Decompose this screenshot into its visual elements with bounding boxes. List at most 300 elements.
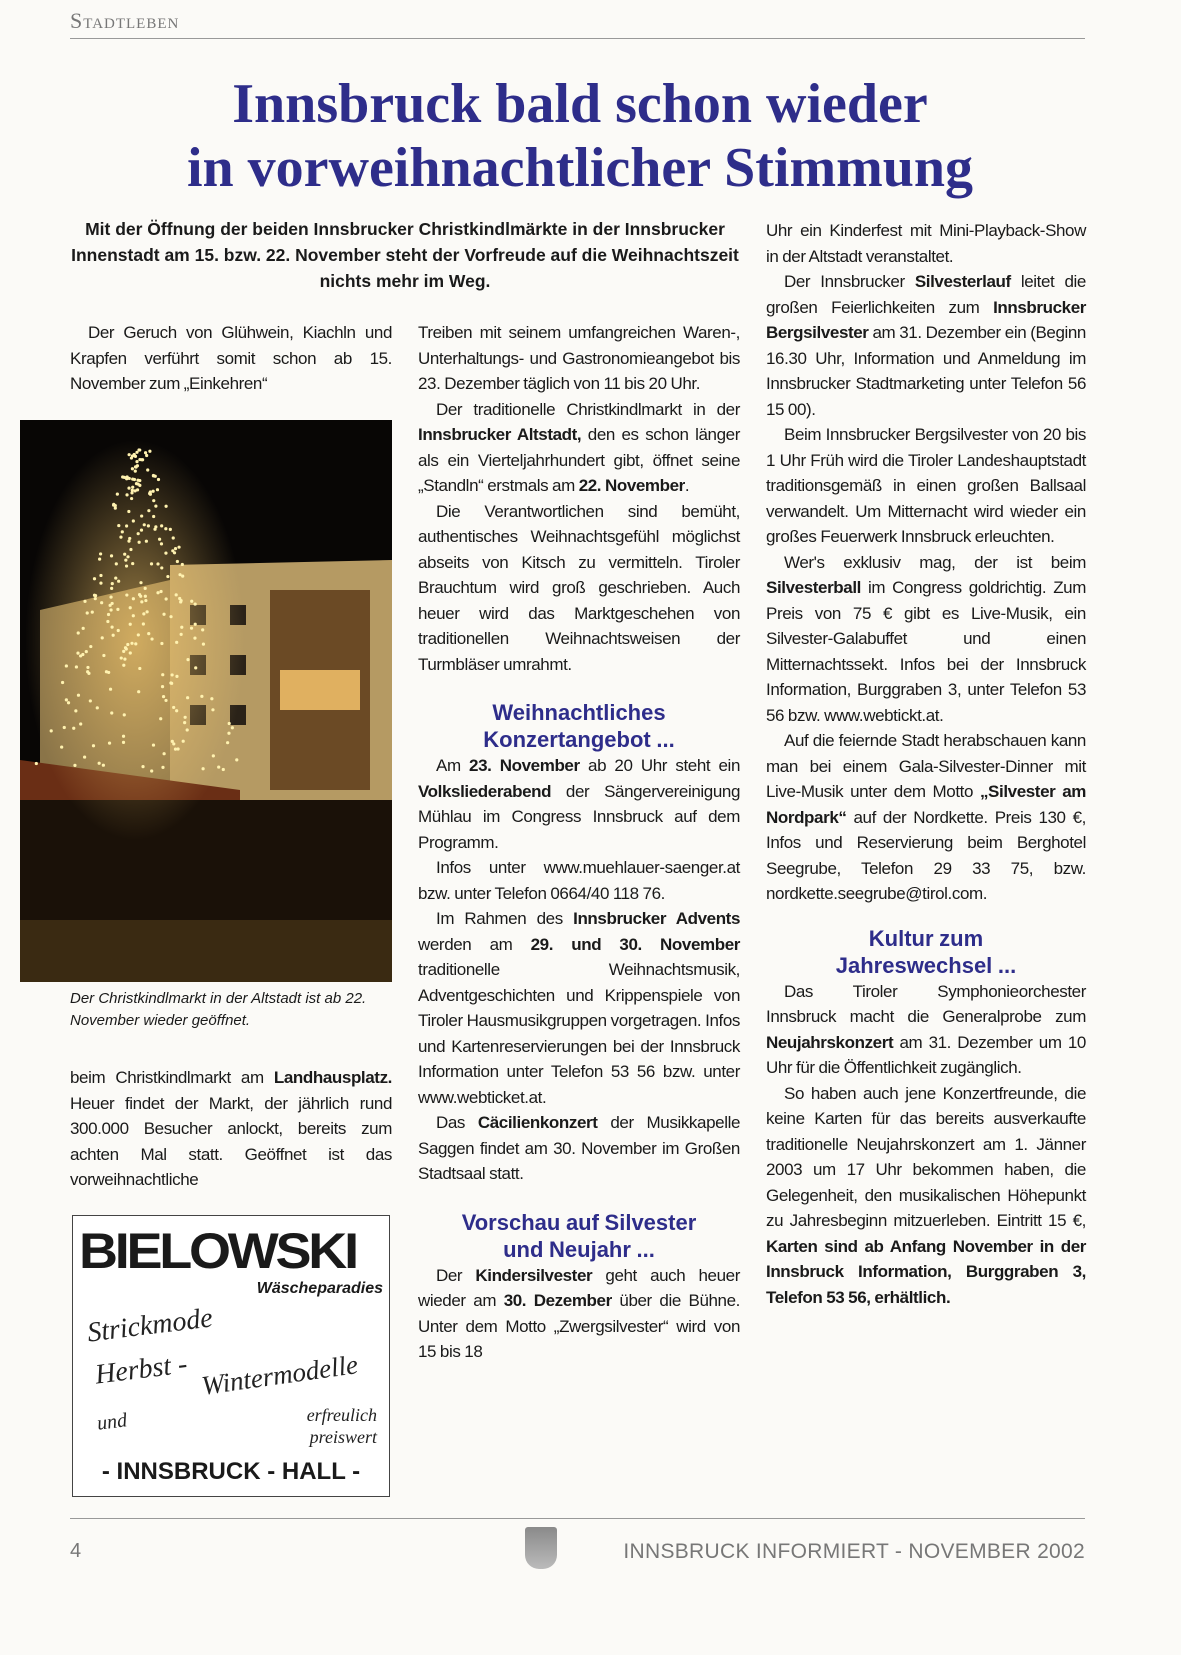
tree-light: [175, 709, 178, 712]
tree-light: [108, 742, 111, 745]
tree-light: [169, 528, 172, 531]
heading-konzertangebot: [418, 699, 740, 753]
tree-light: [92, 744, 95, 747]
paragraph: [766, 1081, 1086, 1311]
tree-light: [89, 645, 92, 648]
tree-light: [76, 652, 79, 655]
tree-light: [227, 732, 230, 735]
tree-light: [186, 696, 189, 699]
text-run: Am: [436, 756, 470, 775]
tree-light: [130, 642, 133, 645]
ad-brand-logo: BIELOWSKI: [79, 1222, 356, 1279]
tree-light: [161, 673, 164, 676]
text-run: Treiben mit seinem umfangreichen Waren-, Unterhaltungs- und Gastronomieangebot bis 23. Dezember täglich von 11 bis 20 Uhr.: [418, 323, 740, 393]
page-number: 4: [70, 1540, 82, 1562]
tree-light: [140, 600, 143, 603]
tree-light: [115, 562, 118, 565]
tree-light: [156, 562, 159, 565]
tree-light: [148, 492, 151, 495]
tree-light: [160, 642, 163, 645]
ad-subtitle: Wäscheparadies: [256, 1279, 383, 1297]
text-run: .: [684, 476, 690, 495]
tree-light: [129, 651, 132, 654]
tree-light: [134, 470, 137, 473]
tree-light: [63, 726, 66, 729]
text-run: Beim Innsbrucker Bergsilvester von 20 bis 1 Uhr Früh wird die Tiroler Landeshauptstadt traditionsgemäß in einen großen Ballsaal verwandelt. Um Mitternacht wird wieder ein großes Feuerwerk Innsbruck erleuchten.: [766, 425, 1086, 546]
footer-rule: [70, 1518, 1085, 1519]
paragraph: [70, 1065, 392, 1193]
tree-light: [81, 653, 84, 656]
tree-light: [123, 657, 126, 660]
tree-light: [87, 672, 90, 675]
tree-light: [150, 562, 153, 565]
tree-light: [85, 650, 88, 653]
tree-light: [177, 546, 180, 549]
tree-light: [174, 547, 177, 550]
tree-light: [158, 538, 161, 541]
tree-light: [110, 587, 113, 590]
tree-light: [137, 482, 140, 485]
heading-line: und Neujahr ...: [503, 1236, 655, 1262]
heading-silvester: [418, 1209, 740, 1263]
tree-light: [128, 537, 131, 540]
tree-light: [137, 633, 140, 636]
tree-light: [132, 614, 135, 617]
text-run: Der traditionelle Christkindlmarkt in der: [436, 399, 740, 419]
tree-light: [163, 752, 166, 755]
tree-light: [116, 608, 119, 611]
tree-light: [190, 600, 193, 603]
tree-light: [137, 690, 140, 693]
tree-light: [99, 582, 102, 585]
column-2-middle: [418, 753, 740, 1187]
tree-light: [126, 475, 129, 478]
tree-light: [193, 637, 196, 640]
tree-light: [102, 654, 105, 657]
tree-light: [129, 606, 132, 609]
ad-location: - INNSBRUCK - HALL -: [101, 1457, 361, 1485]
tree-light: [132, 519, 135, 522]
tree-light: [102, 764, 105, 767]
bold-text: 23. November: [469, 756, 580, 775]
tree-light: [93, 577, 96, 580]
tree-light: [172, 706, 175, 709]
tree-light: [175, 641, 178, 644]
text-run: der Musikkapelle Saggen findet am 30. November im Großen Stadtsaal statt.: [418, 1113, 740, 1183]
tree-light: [186, 658, 189, 661]
paragraph: [766, 728, 1086, 907]
tree-light: [160, 524, 163, 527]
tree-light: [143, 523, 146, 526]
tree-light: [117, 629, 120, 632]
column-1-bottom: [70, 1065, 392, 1497]
tree-light: [164, 505, 167, 508]
tree-light: [86, 611, 89, 614]
column-2-top: [418, 320, 740, 677]
tree-light: [109, 688, 112, 691]
tree-light: [171, 740, 174, 743]
tree-light: [182, 740, 185, 743]
tree-light: [114, 576, 117, 579]
tree-light: [125, 524, 128, 527]
tree-light: [132, 597, 135, 600]
heading-line: Kultur zum: [868, 925, 984, 951]
paragraph: [418, 397, 740, 499]
tree-light: [160, 542, 163, 545]
tree-light: [110, 711, 113, 714]
tree-light: [147, 524, 150, 527]
tree-light: [98, 762, 101, 765]
tree-light: [126, 555, 129, 558]
tree-light: [60, 745, 63, 748]
tree-light: [164, 551, 167, 554]
tree-light: [86, 666, 89, 669]
text-run: über die Bühne. Unter dem Motto „Zwergsilvester“ wird von 15 bis 18: [418, 1291, 740, 1361]
tree-light: [112, 504, 115, 507]
tree-light: [171, 673, 174, 676]
tree-light: [138, 667, 141, 670]
tree-light: [134, 642, 137, 645]
tree-light: [117, 580, 120, 583]
column-3-top: [766, 218, 1086, 907]
text-run: Die Verantwortlichen sind bemüht, authentisches Weihnachtsgefühl möglichst abseits von Kitsch zu vermitteln. Tiroler Brauchtum wird groß geschrieben. Auch heuer wird das Marktgeschehen von traditionellen Weihnachtsweisen der Turmbläser umrahmt.: [418, 501, 740, 674]
text-run: den es schon länger als ein Vierteljahrhundert gibt, öffnet seine „Standln“ erstmals am: [418, 425, 740, 495]
header-rule: [70, 38, 1085, 39]
tree-light: [96, 706, 99, 709]
tree-light: [140, 458, 143, 461]
tree-light: [139, 581, 142, 584]
bold-text: Innsbrucker Altstadt,: [418, 425, 582, 444]
tree-light: [134, 465, 137, 468]
text-run: So haben auch jene Konzertfreunde, die keine Karten für das bereits ausverkaufte traditionelle Neujahrskonzert am 1. Jänner 2003 um 17 Uhr bekommen haben, die Gelegenheit, den musikalischen Höhepunkt zu Jahresbeginn mitzuerleben. Eintritt 15 €,: [766, 1083, 1086, 1230]
tree-light: [212, 754, 215, 757]
ad-script: Wintermodelle: [199, 1348, 360, 1401]
tree-light: [131, 467, 134, 470]
tree-light: [202, 767, 205, 770]
tree-light: [83, 755, 86, 758]
article-lead: Mit der Öffnung der beiden Innsbrucker Christkindlmärkte in der Innsbrucker Innenstadt am 15. bzw. 22. November steht der Vorfreude auf die Weihnachtszeit nichts mehr im Weg.: [71, 219, 739, 291]
tree-light: [83, 600, 86, 603]
tree-light: [65, 664, 68, 667]
tree-light: [161, 685, 164, 688]
tree-light: [117, 524, 120, 527]
tree-light: [110, 626, 113, 629]
tree-light: [150, 769, 153, 772]
text-run: geht auch heuer wieder am: [418, 1265, 740, 1310]
tree-light: [120, 656, 123, 659]
bold-text: 30. Dezember: [503, 1291, 612, 1310]
tree-light: [109, 608, 112, 611]
paragraph: [418, 753, 740, 855]
paragraph: [766, 218, 1086, 269]
tree-light: [61, 681, 64, 684]
tree-light: [124, 646, 127, 649]
tree-light: [190, 627, 193, 630]
tree-light: [109, 595, 112, 598]
tree-light: [127, 540, 130, 543]
tree-light: [131, 486, 134, 489]
tree-light: [67, 701, 70, 704]
tree-light: [217, 765, 220, 768]
tree-light: [145, 454, 148, 457]
column-2-bottom: [418, 1263, 740, 1365]
tree-light: [98, 557, 101, 560]
tree-light: [172, 536, 175, 539]
publication-footer: INNSBRUCK INFORMIERT - NOVEMBER 2002: [623, 1540, 1085, 1563]
tree-light: [152, 499, 155, 502]
column-3: [766, 218, 1086, 1310]
tree-light: [211, 708, 214, 711]
tree-light: [127, 510, 130, 513]
tree-light: [148, 450, 151, 453]
tree-light: [202, 643, 205, 646]
tree-light: [145, 540, 148, 543]
bold-text: Silvesterlauf: [914, 272, 1011, 291]
tree-light: [127, 487, 130, 490]
christkindlmarkt-photo: [20, 420, 392, 982]
tree-light: [140, 528, 143, 531]
paragraph: [418, 320, 740, 397]
tree-light: [156, 488, 159, 491]
text-run: werden am: [418, 934, 531, 954]
tree-light: [152, 743, 155, 746]
column-1-bottom-text: [70, 1065, 392, 1193]
text-run: Das: [436, 1113, 478, 1132]
bold-text: Silvesterball: [766, 578, 861, 597]
bold-text: Innsbrucker Advents: [573, 909, 740, 928]
text-run: Wer's exklusiv mag, der ist beim: [784, 552, 1086, 572]
tree-light: [164, 527, 167, 530]
paragraph: [418, 499, 740, 678]
tree-light: [123, 553, 126, 556]
title-line: Innsbruck bald schon wieder: [232, 73, 928, 135]
tree-light: [173, 551, 176, 554]
tree-light: [228, 722, 231, 725]
text-run: Heuer findet der Markt, der jährlich rund 300.000 Besucher anlockt, bereits zum achten Mal statt. Geöffnet ist das vorweihnachtliche: [70, 1093, 392, 1189]
tree-light: [94, 594, 97, 597]
tree-light: [201, 628, 204, 631]
tree-light: [111, 582, 114, 585]
bold-text: 29. und 30. November: [530, 934, 740, 954]
heading-line: Jahreswechsel ...: [835, 952, 1017, 978]
tree-light: [175, 593, 178, 596]
ad-script: und: [95, 1408, 129, 1435]
tree-light: [99, 574, 102, 577]
heading-line: Weihnachtliches: [492, 700, 666, 725]
tree-light: [142, 622, 145, 625]
tree-light: [119, 536, 122, 539]
tree-light: [183, 721, 186, 724]
tree-light: [159, 717, 162, 720]
tree-light: [131, 454, 134, 457]
tree-light: [178, 597, 181, 600]
bold-text: Karten sind ab Anfang November in der Innsbruck Information, Burggraben 3, Telefon 53 56, erhältlich.: [766, 1236, 1086, 1307]
tree-light: [147, 509, 150, 512]
tree-light: [159, 590, 162, 593]
paragraph: [70, 320, 392, 397]
tree-light: [100, 601, 103, 604]
heading-line: Vorschau auf Silvester: [461, 1209, 697, 1235]
tree-light: [126, 643, 129, 646]
tree-light: [144, 595, 147, 598]
bold-text: Landhausplatz.: [273, 1068, 392, 1087]
paragraph: [766, 422, 1086, 550]
photo-caption: Der Christkindlmarkt in der Altstadt ist ab 22. November wieder geöffnet.: [70, 990, 367, 1029]
bold-text: 22. November: [578, 476, 685, 495]
text-run: Der: [436, 1265, 476, 1285]
tree-light: [154, 505, 157, 508]
tree-light: [186, 728, 189, 731]
tree-light: [131, 562, 134, 565]
tree-light: [175, 675, 178, 678]
tree-light: [107, 613, 110, 616]
tree-light: [144, 451, 147, 454]
tree-light: [162, 613, 165, 616]
tree-light: [138, 593, 141, 596]
text-run: im Congress goldrichtig. Zum Preis von 75 € gibt es Live-Musik, ein Silvester-Galabuffet und einen Mitternachtssekt. Infos bei der Innsbruck Information, Burggraben 3, unter Telefon 53 56 bzw. www.webtickt.at.: [766, 578, 1086, 725]
tree-light: [122, 735, 125, 738]
paragraph: [418, 906, 740, 1110]
tree-light: [116, 493, 119, 496]
paragraph: [418, 1110, 740, 1187]
tree-light: [137, 532, 140, 535]
tree-light: [152, 515, 155, 518]
paragraph: [418, 1263, 740, 1365]
tree-light: [101, 636, 104, 639]
paragraph: [766, 269, 1086, 422]
tree-light: [178, 573, 181, 576]
tree-light: [138, 479, 141, 482]
text-run: Der Innsbrucker: [784, 272, 915, 291]
tree-light: [135, 460, 138, 463]
article-title: [60, 72, 1100, 200]
heading-kultur: [766, 925, 1086, 979]
title-line: in vorweihnachtlicher Stimmung: [186, 137, 974, 199]
tree-light: [77, 631, 80, 634]
tree-light: [210, 697, 213, 700]
tree-light: [179, 600, 182, 603]
tree-light: [72, 727, 75, 730]
ad-script: erfreulich: [306, 1404, 377, 1425]
tree-light: [128, 453, 131, 456]
paragraph: [418, 855, 740, 906]
tree-light: [147, 632, 150, 635]
bielowski-advertisement[interactable]: [72, 1215, 390, 1497]
tree-light: [50, 729, 53, 732]
bold-text: „Silvester am Nordpark“: [766, 782, 1086, 827]
text-run: Der Geruch von Glühwein, Kiachln und Krapfen verführt somit schon ab 15. November zum „Einkehren“: [70, 323, 392, 393]
tree-light: [91, 611, 94, 614]
tree-light: [162, 695, 165, 698]
bold-text: Volksliederabend: [418, 781, 552, 801]
tree-light: [75, 665, 78, 668]
tree-light: [122, 650, 125, 653]
tree-light: [165, 597, 168, 600]
tree-light: [79, 722, 82, 725]
text-run: traditionelle Weihnachtsmusik, Adventgeschichten und Krippenspiele von Tiroler Hausmusikgruppen vorgetragen. Infos und Kartenreservierungen bei der Innsbruck Information unter Telefon 53 56 bzw. unter www.webticket.at.: [418, 960, 740, 1107]
tree-light: [140, 514, 143, 517]
bold-text: Kindersilvester: [475, 1265, 593, 1285]
text-run: am 31. Dezember ein (Beginn 16.30 Uhr, Information und Anmeldung im Innsbrucker Stadtmarketing unter Telefon 56 15 00).: [766, 323, 1086, 419]
text-run: der Sängervereinigung Mühlau im Congress Innsbruck auf dem Programm.: [418, 781, 740, 852]
text-run: Uhr ein Kinderfest mit Mini-Playback-Show in der Altstadt veranstaltet.: [766, 221, 1086, 266]
tree-light: [194, 623, 197, 626]
text-run: auf der Nordkette. Preis 130 €, Infos und Reservierung beim Berghotel Seegrube, Telefon 29 33 75, bzw. nordkette.seegrube@tirol.com.: [766, 807, 1086, 903]
tree-light: [125, 564, 128, 567]
tree-light: [125, 593, 128, 596]
text-run: Infos unter www.muehlauer-saenger.at bzw. unter Telefon 0664/40 118 76.: [418, 858, 740, 903]
column-1-top: [70, 320, 392, 397]
tree-light: [137, 448, 140, 451]
tree-light: [125, 493, 128, 496]
tree-light: [35, 762, 38, 765]
tree-light: [169, 681, 172, 684]
tree-light: [124, 558, 127, 561]
tree-light: [89, 699, 92, 702]
tree-light: [144, 599, 147, 602]
bold-text: Neujahrskonzert: [766, 1032, 894, 1052]
tree-light: [164, 699, 167, 702]
ad-script: preiswert: [309, 1426, 377, 1447]
bold-text: Cäcilienkonzert: [477, 1113, 598, 1132]
tree-light: [130, 491, 133, 494]
tree-light: [160, 566, 163, 569]
paragraph: [766, 979, 1086, 1081]
tree-light: [106, 620, 109, 623]
tree-light: [142, 612, 145, 615]
tree-light: [194, 602, 197, 605]
tree-light: [180, 633, 183, 636]
tree-light: [176, 747, 179, 750]
tree-light: [144, 587, 147, 590]
text-run: Im Rahmen des: [436, 909, 574, 928]
tree-light: [235, 758, 238, 761]
tree-light: [107, 671, 110, 674]
text-run: am 31. Dezember um 10 Uhr für die Öffentlichkeit zugänglich.: [766, 1032, 1086, 1077]
tree-light: [77, 694, 80, 697]
tree-light: [112, 634, 115, 637]
tree-light: [130, 497, 133, 500]
tree-light: [176, 560, 179, 563]
tree-light: [111, 602, 114, 605]
ad-script: Herbst -: [93, 1347, 190, 1391]
tree-light: [161, 766, 164, 769]
tree-light: [200, 695, 203, 698]
tree-light: [138, 541, 141, 544]
tree-light: [122, 664, 125, 667]
tree-light: [156, 591, 159, 594]
tree-light: [146, 610, 149, 613]
column-3-bottom: [766, 979, 1086, 1311]
text-run: beim Christkindlmarkt am: [70, 1068, 274, 1087]
city-coat-of-arms-icon: [525, 1527, 557, 1569]
ad-script: Strickmode: [85, 1301, 215, 1349]
text-run: ab 20 Uhr steht ein: [579, 756, 740, 775]
tree-light: [74, 709, 77, 712]
tree-light: [194, 666, 197, 669]
tree-light: [150, 637, 153, 640]
tree-light: [146, 468, 149, 471]
bold-text: Innsbrucker Bergsilvester: [766, 297, 1086, 342]
tree-light: [152, 474, 155, 477]
tree-light: [73, 764, 76, 767]
text-run: Das Tiroler Symphonieorchester Innsbruck macht die Generalprobe zum: [766, 981, 1086, 1026]
tree-light: [99, 552, 102, 555]
tree-light: [129, 548, 132, 551]
tree-light: [65, 698, 68, 701]
tree-light: [129, 623, 132, 626]
text-run: leitet die großen Feierlichkeiten zum: [766, 272, 1086, 317]
